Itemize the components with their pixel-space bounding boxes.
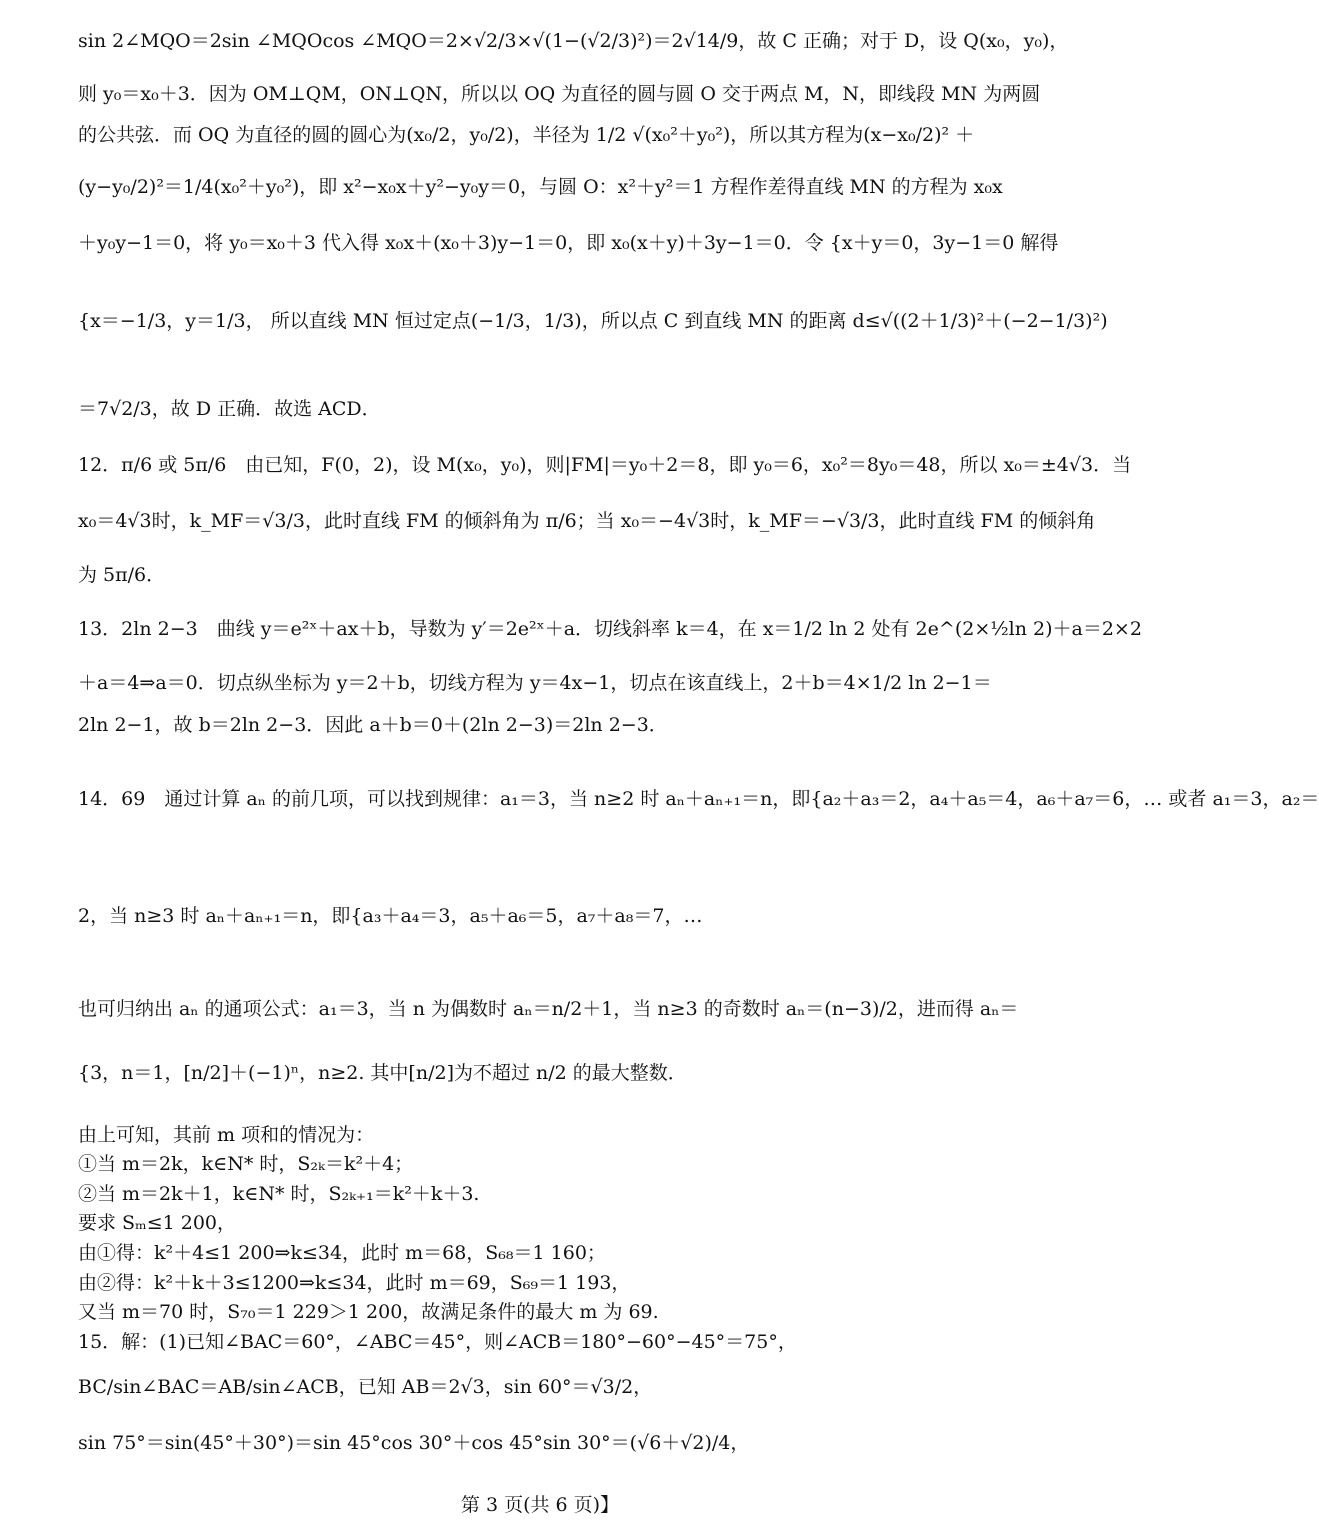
- text-line-l26: BC/sin∠BAC＝AB/sin∠ACB，已知 AB＝2√3，sin 60°＝√3/2，: [78, 1376, 653, 1398]
- text-line-l15: 2，当 n≥3 时 aₙ＋aₙ₊₁＝n，即{a₃＋a₄＝3，a₅＋a₆＝5，a₇＋a₈＝7，…: [78, 905, 703, 927]
- text-line-l04: (y−y₀/2)²＝1/4(x₀²＋y₀²)，即 x²−x₀x＋y²−y₀y＝0，与圆 O：x²＋y²＝1 方程作差得直线 MN 的方程为 x₀x: [78, 176, 1003, 198]
- text-line-l06: {x＝−1/3，y＝1/3， 所以直线 MN 恒过定点(−1/3，1/3)，所以点 C 到直线 MN 的距离 d≤√((2＋1/3)²＋(−2−1/3)²): [78, 310, 1108, 332]
- text-line-l08: 12．π/6 或 5π/6 由已知，F(0，2)，设 M(x₀，y₀)，则|FM|＝y₀＋2＝8，即 y₀＝6，x₀²＝8y₀＝48，所以 x₀＝±4√3．当: [78, 454, 1132, 476]
- text-line-l19: ①当 m＝2k，k∈N* 时，S₂ₖ＝k²＋4；: [78, 1153, 414, 1175]
- text-line-l03: 的公共弦．而 OQ 为直径的圆的圆心为(x₀/2，y₀/2)，半径为 1/2 √(x₀²＋y₀²)，所以其方程为(x−x₀/2)² ＋: [78, 124, 975, 146]
- text-line-l27: sin 75°＝sin(45°＋30°)＝sin 45°cos 30°＋cos 45°sin 30°＝(√6＋√2)/4，: [78, 1432, 750, 1454]
- text-line-l09: x₀＝4√3时，k_MF＝√3/3，此时直线 FM 的倾斜角为 π/6；当 x₀＝−4√3时，k_MF＝−√3/3，此时直线 FM 的倾斜角: [78, 510, 1096, 532]
- text-line-l21: 要求 Sₘ≤1 200，: [78, 1212, 237, 1234]
- text-line-l25: 15．解：(1)已知∠BAC＝60°，∠ABC＝45°，则∠ACB＝180°−60°−45°＝75°，: [78, 1331, 797, 1353]
- text-line-l07: ＝7√2/3，故 D 正确．故选 ACD．: [78, 398, 381, 420]
- page-footer: 第 3 页(共 6 页)】: [460, 1494, 620, 1516]
- text-line-l01: sin 2∠MQO＝2sin ∠MQOcos ∠MQO＝2×√2/3×√(1−(√2/3)²)＝2√14/9，故 C 正确；对于 D，设 Q(x₀，y₀)，: [78, 30, 1069, 52]
- text-line-l22: 由①得：k²＋4≤1 200⇒k≤34，此时 m＝68，S₆₈＝1 160；: [78, 1242, 606, 1264]
- text-line-l13: 2ln 2−1，故 b＝2ln 2−3．因此 a＋b＝0＋(2ln 2−3)＝2ln 2−3．: [78, 714, 668, 736]
- text-line-l02: 则 y₀＝x₀＋3．因为 OM⊥QM，ON⊥QN，所以以 OQ 为直径的圆与圆 O 交于两点 M，N，即线段 MN 为两圆: [78, 83, 1041, 105]
- text-line-l18: 由上可知，其前 m 项和的情况为：: [78, 1124, 375, 1146]
- text-line-l20: ②当 m＝2k＋1，k∈N* 时，S₂ₖ₊₁＝k²＋k＋3.: [78, 1183, 480, 1205]
- text-line-l12: ＋a＝4⇒a＝0．切点纵坐标为 y＝2＋b，切线方程为 y＝4x−1，切点在该直线上，2＋b＝4×1/2 ln 2−1＝: [78, 672, 992, 694]
- text-line-l23: 由②得：k²＋k＋3≤1200⇒k≤34，此时 m＝69，S₆₉＝1 193，: [78, 1272, 631, 1294]
- text-line-l16: 也可归纳出 aₙ 的通项公式：a₁＝3，当 n 为偶数时 aₙ＝n/2＋1，当 n≥3 的奇数时 aₙ＝(n−3)/2，进而得 aₙ＝: [78, 998, 1019, 1020]
- text-line-l05: ＋y₀y−1＝0，将 y₀＝x₀＋3 代入得 x₀x＋(x₀＋3)y−1＝0，即 x₀(x＋y)＋3y−1＝0．令 {x＋y＝0，3y−1＝0 解得: [78, 232, 1059, 254]
- text-line-l14: 14．69 通过计算 aₙ 的前几项，可以找到规律：a₁＝3，当 n≥2 时 aₙ＋aₙ₊₁＝n，即{a₂＋a₃＝2，a₄＋a₅＝4，a₆＋a₇＝6，… 或者 a₁＝3，a₂＝: [78, 788, 1319, 810]
- text-line-l11: 13．2ln 2−3 曲线 y＝e²ˣ＋ax＋b，导数为 y′＝2e²ˣ＋a．切线斜率 k＝4，在 x＝1/2 ln 2 处有 2e^(2×½ln 2)＋a＝2×2: [78, 618, 1142, 640]
- text-line-l17: {3，n＝1，[n/2]＋(−1)ⁿ，n≥2. 其中[n/2]为不超过 n/2 的最大整数．: [78, 1062, 687, 1084]
- text-line-l10: 为 5π/6．: [78, 564, 166, 586]
- text-line-l24: 又当 m＝70 时，S₇₀＝1 229＞1 200，故满足条件的最大 m 为 69.: [78, 1301, 659, 1323]
